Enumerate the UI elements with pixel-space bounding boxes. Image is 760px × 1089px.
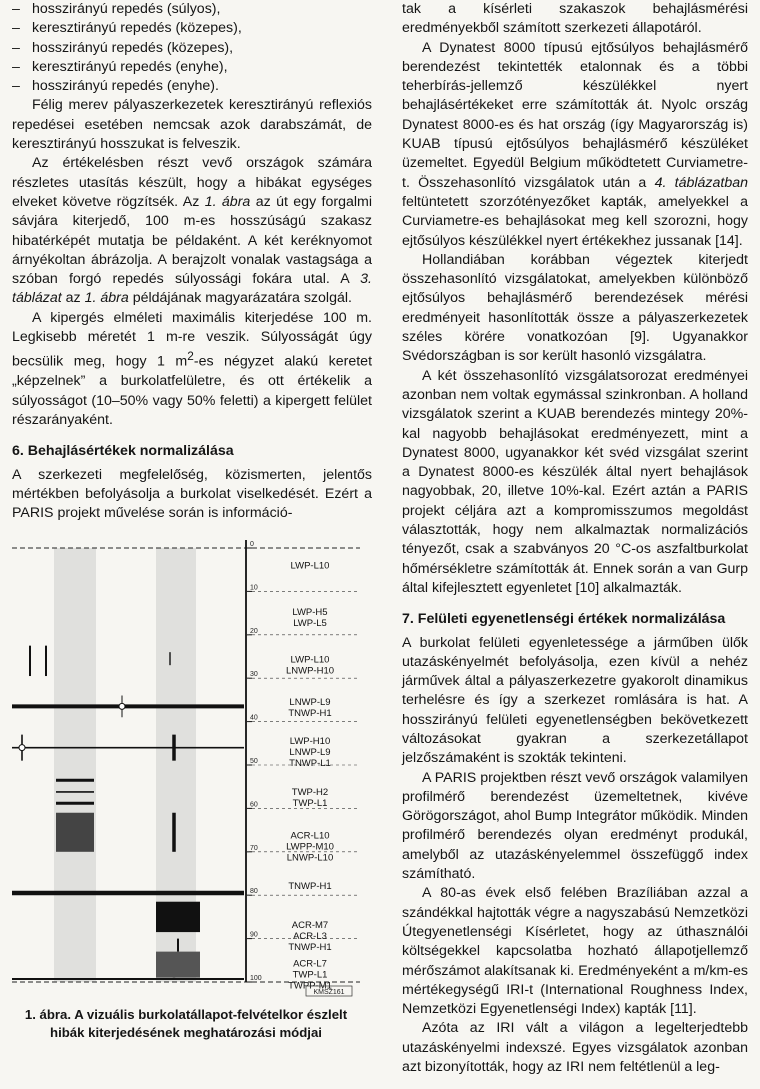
defect-map-figure [10, 536, 362, 1000]
defect-label: ACR-M7 [291, 919, 329, 931]
ravelling-area [156, 902, 200, 932]
defect-label: LWPP-M10 [286, 841, 334, 853]
defect-label: ACR-L7 [293, 958, 327, 970]
depth-tick-label: 30 [250, 671, 258, 679]
paragraph: A PARIS projektben részt vevő országok valamilyen profilmérő berendezést üzemeltetnek, kivéve Görögországot, ahol Bump Integrátor működik. Minden profilmérő berendezés olyan eredményt produkál, amelyből az utazáskényelemmel összefüggő index számítható. [402, 769, 748, 883]
list-item: – keresztirányú repedés (enyhe), [12, 58, 372, 77]
table-reference: 3. táblázat [12, 271, 372, 307]
defect-label: TWP-L1 [292, 798, 328, 810]
defect-label: LWP-L10 [290, 560, 330, 572]
depth-tick-label: 80 [250, 888, 258, 896]
defect-label: LNWP-L9 [289, 697, 331, 709]
defect-label: LWP-H5 [292, 606, 328, 618]
defect-map-svg [10, 536, 362, 1000]
paragraph: A két összehasonlító vizsgálatsorozat eredményei azonban nem voltak egymással szinkronban. A holland vizsgálatok szerint a KUAB berendezés mintegy 20%-kal nagyobb behajlásokat eredményezett, mint a Dynatest 8000, ugyanakkor két svéd vizsgálat szerint a Dynatest 8000-es készülék által nyert behajlások nagyobbak, 20, illetve 10%-kal. Ezért aztán a PARIS projekt céljára azt a kompromisszumos megoldást választották, hogy nem alkalmaztak normalizációs tényezőt, csak a szabványos 20 °C-os aszfaltburkolat hőmérsékletre számították át. Ennek során a van Gurp által kifejlesztett egyenletet [10] alkalmazták. [402, 367, 748, 596]
depth-tick-label: 20 [250, 627, 258, 635]
paragraph: A burkolat felületi egyenletessége a járműben ülők utazáskényelmét befolyásolja, ezen kívül a nehéz járművek által a pályaszerkezetre gyakorolt dinamikus terhelésre és így a szerkezet romlására is hat. A hosszirányú felületi egyenetlenségben bekövetkezett változásokat gyakran a szerkezetállapot jelzőszámaként is szokták tekinteni. [402, 634, 748, 767]
figure-reference: 1. ábra [84, 290, 129, 307]
defect-label: LNWP-L9 [289, 746, 331, 758]
section-heading: 6. Behajlásértékek normalizálása [12, 443, 234, 460]
paragraph: Azóta az IRI vált a világon a legelterjedtebb utazáskényelmi indexszé. Egyes vizsgálatok azonban azt bizonyították, hogy az IRI nem feltétlenül a leg- [402, 1020, 748, 1076]
defect-label: ACR-L10 [290, 830, 330, 842]
figure-code: KMSZ161 [313, 989, 345, 996]
right-column [402, 0, 748, 1077]
crack-node [19, 745, 25, 751]
paragraph: A kipergés elméleti maximális kiterjedése 100 m. Legkisebb méretét 1 m-re veszik. Súlyosságát úgy becsülik meg, hogy 1 $m^2-es$ négyzet alakú keretet „képzelnek” a burkolatfelületre, és ott értékelik a súlyosságot (10–50% vagy 50% feletti) a kipergett felület részarányaként. [12, 309, 373, 428]
defect-label: TNWP-L1 [289, 757, 331, 769]
depth-tick-label: 90 [250, 931, 258, 939]
figure-caption: 1. ábra. A vizuális burkolatállapot-felvételkor észlelt hibák kiterjedésének meghatározási módjai [24, 1007, 348, 1040]
paragraph: Hollandiában korábban végeztek kiterjedt összehasonlító vizsgálatokat, amelyekben különböző ejtősúlyos behajlásmérő berendezések mérési eredményeit hasonlították össze a pályaszerkezetek széles körére vonatkozóan [9]. Ugyanakkor Svédországban is sor került hasonló vizsgálatra. [402, 251, 748, 365]
crack-node [119, 703, 125, 709]
list-item: – hosszirányú repedés (enyhe). [12, 77, 372, 96]
defect-label: LWP-L5 [293, 617, 327, 629]
paragraph: Az értékelésben részt vevő országok számára részletes utasítás készült, hogy a hibákat egységes elveket követve rögzítsék. Az 1. ábra az út egy forgalmi sávjára kiterjedő, 100 m-es hosszúságú szakasz hibatérképét mutatja be példaként. A két keréknyomot árnyékoltan ábrázolja. A berajzolt vonalak vastagsága a szóban forgó repedés súlyossági fokára utal. A 3. táblázat az 1. ábra példájának magyarázatára szolgál. [12, 155, 373, 307]
defect-label: LNWP-L10 [286, 852, 334, 864]
left-column [12, 0, 372, 523]
ravelling-area [156, 952, 200, 978]
defect-label: TNWP-H1 [288, 880, 332, 892]
defect-label: LNWP-H10 [285, 665, 335, 677]
list-item: – hosszirányú repedés (súlyos), [12, 0, 372, 19]
figure-reference: 1. ábra [204, 193, 251, 210]
defect-label: TNWP-H1 [288, 708, 332, 720]
depth-tick-label: 70 [250, 844, 258, 852]
paragraph: A Dynatest 8000 típusú ejtősúlyos behajlásmérő berendezést tekintették etalonnak és a többi teherbírás-jellemző készülékkel nyert behajlásértékeket erre számították át. Nyolc ország Dynatest 8000-es és hat ország (így Magyarország is) KUAB típusú ejtősúlyos behajlásmérő készüléket üzemeltet. Egyedül Belgium működtetett Curviametre-t. Összehasonlító vizsgálatok után a 4. táblázatban feltüntetett szorzótényezőket kapták, amelyekkel a Curviametre-es behajlásokat meg kell szorozni, hogy ejtősúlyos készülékkel nyert értékekhez jussanak [14]. [402, 39, 748, 249]
list-item: – keresztirányú repedés (közepes), [12, 19, 372, 38]
list-item: – hosszirányú repedés (közepes), [12, 39, 372, 58]
depth-tick-label: 10 [250, 584, 258, 592]
table-reference: 4. táblázatban [654, 174, 748, 191]
defect-label: ACR-L3 [293, 930, 327, 942]
depth-tick-label: 40 [250, 714, 258, 722]
depth-tick-label: 50 [250, 758, 258, 765]
defect-list [12, 0, 372, 96]
defect-label: TWP-L1 [292, 969, 328, 981]
wheel-path-left [54, 548, 96, 982]
paragraph: A 80-as évek első felében Brazíliában azzal a szándékkal hajtották végre a nagyszabású Nemzetközi Útegyenetlenségi Kísérletet, hogy az úthasználói költségekkel kapcsolatba hozható állapotjellemző mérőszámot alakítsanak ki. Eredményeként a m/km-es mértékegységű IRI-t (International Roughness Index, Nemzetközi Egyenetlenségi Index) kapták [11]. [402, 885, 748, 1018]
depth-tick-label: 0 [250, 541, 254, 548]
depth-tick-label: 100 [250, 975, 262, 982]
defect-label: LWP-H10 [289, 735, 331, 747]
paragraph: Félig merev pályaszerkezetek keresztirányú reflexiós repedései esetében nemcsak azok darabszámát, de keresztirányú hosszukat is felveszik. [12, 97, 372, 153]
paragraph: A szerkezeti megfelelőség, közismerten, jelentős mértékben befolyásolja a burkolat viselkedését. Ezért a PARIS projekt művelése során is információ- [12, 466, 372, 522]
defect-label: LWP-L10 [290, 654, 330, 666]
defect-label: TNWP-H1 [288, 941, 332, 953]
depth-tick-label: 60 [250, 801, 258, 809]
ravelling-area [56, 813, 94, 852]
defect-label: TWP-H2 [291, 787, 329, 799]
section-heading: 7. Felületi egyenetlenségi értékek normalizálása [402, 611, 726, 628]
defect-label: TWPP-M1 [288, 980, 332, 992]
paragraph: tak a kísérleti szakaszok behajlásmérési eredményekből számított szerkezeti állapotáról. [402, 1, 748, 37]
